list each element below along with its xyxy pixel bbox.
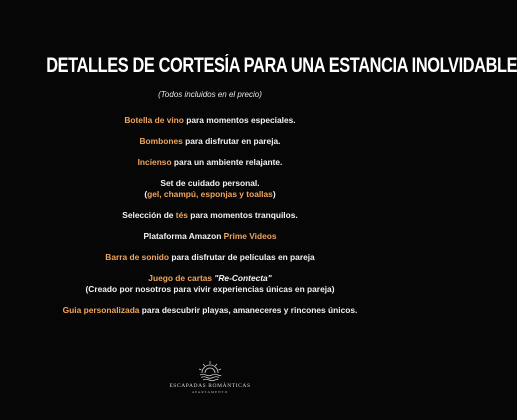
- item-text: para descubrir playas, amaneceres y rincones únicos.: [139, 305, 358, 315]
- list-item: [0, 252, 420, 263]
- page-title: DETALLES DE CORTESÍA PARA UNA ESTANCIA INOLVIDABLE: [46, 54, 517, 77]
- item-highlight: gel, champú, esponjas y toallas: [147, 189, 273, 199]
- list-item: [0, 305, 420, 316]
- item-highlight: tés: [175, 210, 188, 220]
- item-text: para un ambiente relajante.: [171, 157, 283, 167]
- item-highlight: Prime Videos: [223, 231, 277, 241]
- item-text: para momentos tranquilos.: [187, 210, 298, 220]
- amenities-list: [0, 115, 420, 316]
- list-item: [0, 231, 420, 242]
- item-highlight: Incienso: [137, 157, 172, 167]
- item-text: Selección de: [122, 210, 176, 220]
- item-quote: "Re-Contecta": [214, 273, 272, 283]
- list-item: [0, 273, 420, 295]
- list-item: [0, 136, 420, 147]
- item-text: (Creado por nosotros para vivir experiencias únicas en pareja): [85, 284, 335, 294]
- item-text: para disfrutar de películas en pareja: [169, 252, 315, 262]
- item-text: Set de cuidado personal.: [160, 178, 260, 188]
- item-highlight: Barra de sonido: [105, 252, 170, 262]
- list-item: [0, 178, 420, 200]
- item-highlight: Juego de cartas: [148, 273, 215, 283]
- list-item: [0, 115, 420, 126]
- item-text: ): [272, 189, 276, 199]
- logo-name: ESCAPADAS ROMÁNTICAS: [169, 383, 251, 389]
- sunrise-waves-icon: [197, 360, 223, 382]
- brand-logo: [0, 360, 420, 394]
- logo-subtitle: APARTAMENTO: [191, 390, 229, 394]
- item-text: (: [144, 189, 148, 199]
- page-subtitle: (Todos incluidos en el precio): [158, 90, 262, 99]
- list-item: [0, 157, 420, 168]
- item-text: Plataforma Amazon: [143, 231, 224, 241]
- item-text: para momentos especiales.: [183, 115, 296, 125]
- list-item: [0, 210, 420, 221]
- item-highlight: Botella de vino: [124, 115, 184, 125]
- item-highlight: Bombones: [139, 136, 183, 146]
- item-highlight: Guia personalizada: [62, 305, 140, 315]
- item-text: para disfrutar en pareja.: [182, 136, 281, 146]
